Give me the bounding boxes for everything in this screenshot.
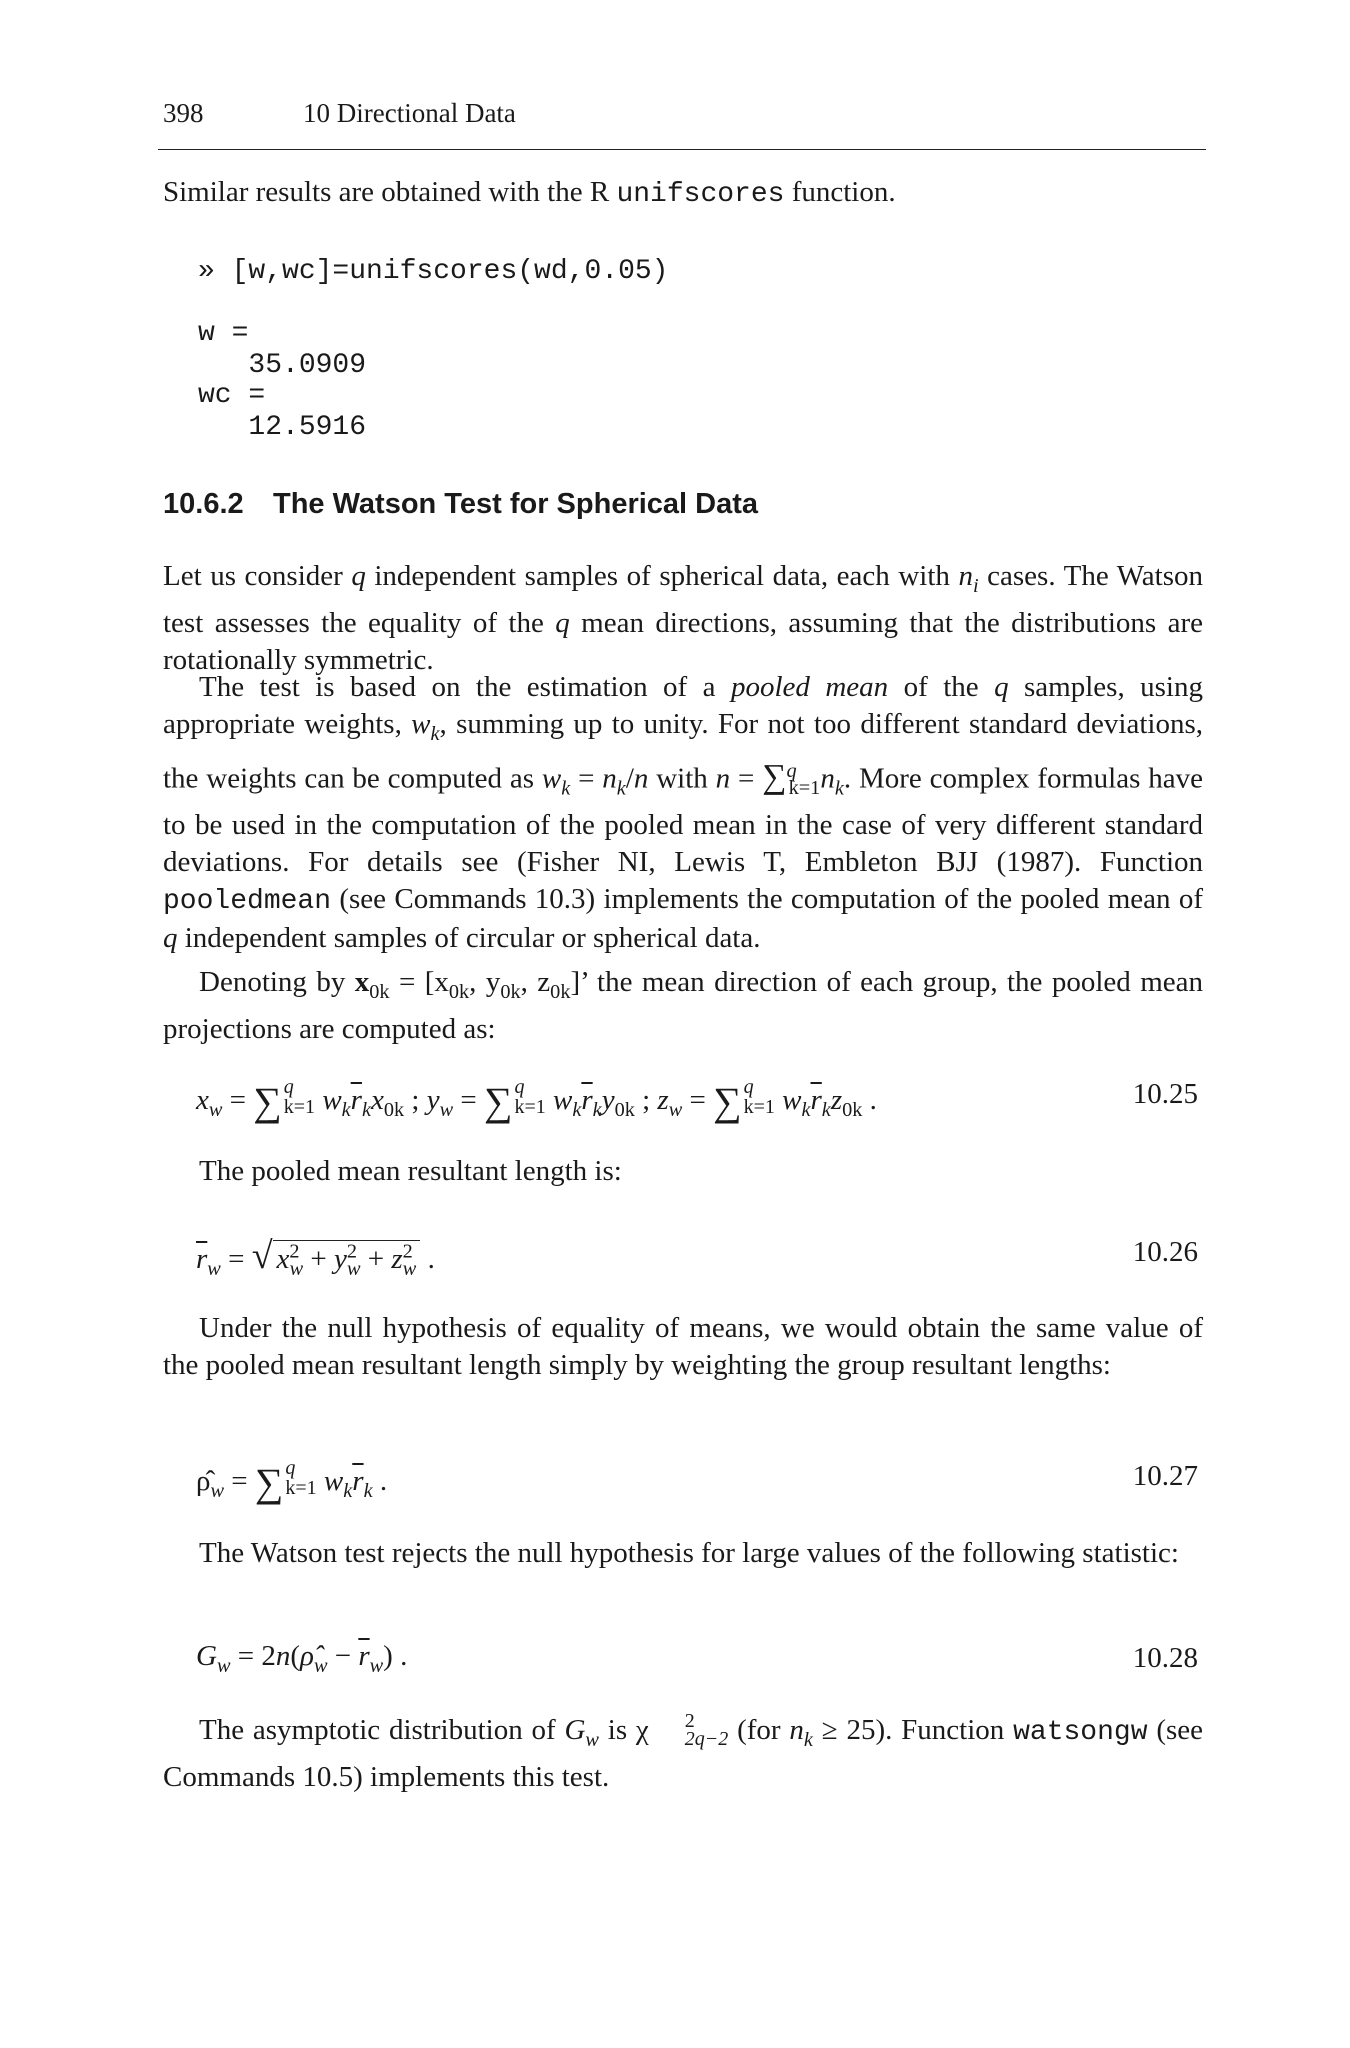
header-rule: [158, 149, 1206, 150]
section-heading: [163, 488, 758, 521]
paragraph-4: The pooled mean resultant length is:: [199, 1155, 622, 1187]
paragraph-6: The Watson test rejects the null hypothesis for large values of the following statistic:: [199, 1537, 1179, 1569]
paragraph-1: Let us consider q independent samples of spherical data, each with $n_i$ cases. The Watson test assesses the equality of the q mean directions, assuming that the distributions are rotationally symmetric.: [163, 560, 1203, 676]
intro-paragraph: [163, 174, 1203, 213]
page-number: 398: [163, 98, 204, 128]
paragraph-7: The asymptotic distribution of $G_w$ is χ 2 2q−2 (for $n_k \ge 25$). Function watsongw (see Commands 10.5) implements this test.: [163, 1710, 1204, 1793]
equation-number-10-28: 10.28: [1132, 1642, 1198, 1674]
intro-text-end: function.: [784, 176, 896, 208]
paragraph-2: The test is based on the estimation of a pooled mean of the q samples, using appropriate weights, $w_k$, summing up to unity. For not too different standard deviations, the weights can be computed as $w_k = n_k/n$ with $n = \sum^q_{k=1}n_k$. More complex formulas have to be used in the computation of the pooled mean in the case of very different standard deviations. For details see (Fisher NI, Lewis T, Embleton BJJ (1987). Function pooledmean (see Commands 10.3) implements the computation of the pooled mean of q independent samples of circular or spherical data.: [163, 671, 1203, 955]
code-line-1: » [w,wc]=unifscores(wd,0.05): [198, 256, 669, 287]
function-watsongw: watsongw: [1013, 1717, 1148, 1748]
section-title: The Watson Test for Spherical Data: [273, 488, 759, 520]
code-line-2: w =: [198, 318, 249, 349]
paragraph-5: Under the null hypothesis of equality of means, we would obtain the same value of the pooled mean resultant length simply by weighting the group resultant lengths:: [163, 1312, 1203, 1381]
intro-text: Similar results are obtained with the R: [163, 176, 617, 208]
function-pooledmean: pooledmean: [163, 886, 332, 918]
code-line-4: wc =: [198, 380, 266, 411]
equation-number-10-26: 10.26: [1132, 1236, 1198, 1268]
paragraph-3: Denoting by $x_{0k} = [x_{0k}$, $y_{0k}$, $z_{0k}$]’ the mean direction of each group, the pooled mean projections are computed as:: [163, 966, 1203, 1045]
function-unifscores: unifscores: [616, 179, 785, 210]
equation-10-26: $\overline{r}_w$ = √ $x^2_w + y^2_w + z^2_w$ .: [196, 1235, 435, 1280]
equation-10-28: $G_w$ = $2n(\rhô_w - \overline{r}_w)$ .: [196, 1640, 408, 1677]
equation-number-10-25: 10.25: [1132, 1078, 1198, 1110]
equation-number-10-27: 10.27: [1132, 1460, 1198, 1492]
section-number: 10.6.2: [163, 488, 244, 520]
code-line-3: 35.0909: [198, 350, 367, 381]
chapter-title: 10 Directional Data: [303, 98, 516, 128]
equation-10-27: $\rhô_w$ = ∑ q k=1 $w_k\overline{r}_k$ .: [196, 1457, 388, 1505]
code-line-5: 12.5916: [198, 412, 367, 443]
equation-10-25: $x_w$ = ∑ q k=1 $w_k\overline{r}_kx_{0k}$ ; $y_w$ = ∑ q k=1 $w_k\overline{r}_ky_{0k}$ ; $z_w$ = ∑ q k=1 $w_k\overline{r}_kz_{0k}$ .: [196, 1076, 877, 1124]
